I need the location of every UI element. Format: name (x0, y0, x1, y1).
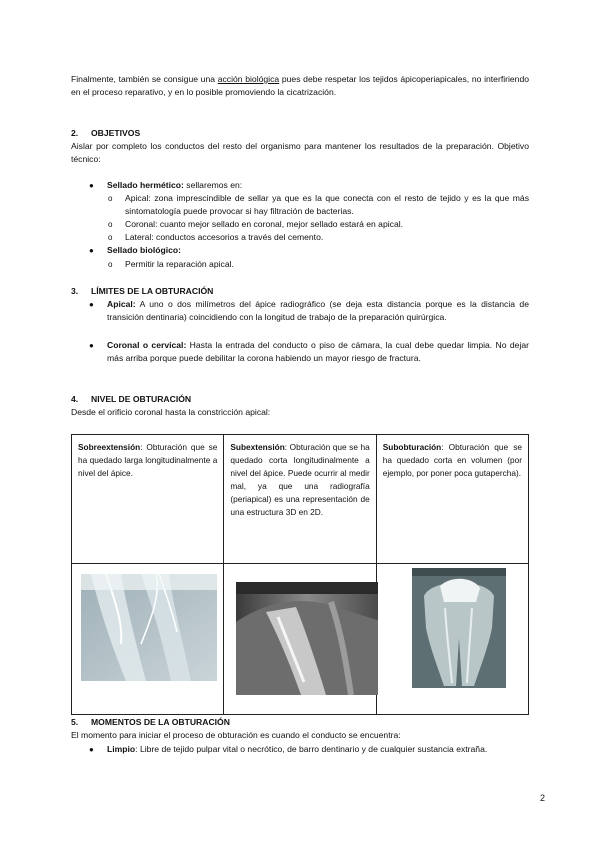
section-3-heading: 3. LÍMITES DE LA OBTURACIÓN (71, 286, 214, 296)
bullet-icon: ● (89, 246, 94, 255)
section-2-text: Aislar por completo los conductos del resto del organismo para mantener los resultados de la preparación. Objetivo técnico: (71, 141, 529, 164)
sub-item-apical: Apical: zona imprescindible de sellar ya que es la que conecta con el resto de tejido y es la que más sintomatología puede provocar si hay filtración de bacterias. (125, 193, 529, 216)
cell-subextension: Subextensión: Obturación que se ha quedado corta longitudinalmente a nivel del ápice. Puede ocurrir al medir mal, ya que una radiografía (periapical) es una representación de una estructura 3D en 2D. (224, 435, 376, 564)
sub-bullet-icon: o (108, 233, 113, 242)
bullet-limpio: Limpio: Libre de tejido pulpar vital o necrótico, de barro dentinario y de cualquier sustancia extraña. (107, 744, 488, 754)
sub-item-reparacion: Permitir la reparación apical. (125, 259, 234, 269)
sub-item-coronal: Coronal: cuanto mejor sellado en coronal, mejor sellado estará en apical. (125, 219, 404, 229)
section-2-heading: 2. OBJETIVOS (71, 128, 141, 138)
bullet-sellado-biologico: Sellado biológico: (107, 245, 182, 255)
section-5-heading: 5. MOMENTOS DE LA OBTURACIÓN (71, 717, 230, 727)
sub-bullet-icon: o (108, 220, 113, 229)
cell-sobreextension: Sobreextensión: Obturación que se ha quedado larga longitudinalmente a nivel del ápice. (72, 435, 224, 564)
obturation-level-table (71, 434, 529, 715)
xray-cell-2 (224, 564, 376, 715)
xray-subobturacion-image (412, 568, 506, 688)
bullet-coronal: Coronal o cervical: Hasta la entrada del conducto o piso de cámara, la cual debe quedar limpia. No dejar más arriba porque puede debilitar la corona habiendo un mayor riesgo de fractura. (107, 340, 529, 363)
page-number: 2 (539, 793, 545, 803)
sub-item-lateral: Lateral: conductos accesorios a través del cemento. (125, 232, 324, 242)
bullet-icon: ● (89, 181, 94, 190)
section-4-heading: 4. NIVEL DE OBTURACIÓN (71, 394, 192, 404)
xray-cell-3 (376, 564, 528, 715)
bullet-icon: ● (89, 341, 94, 350)
xray-subextension-image (236, 582, 378, 695)
intro-paragraph: Finalmente, también se consigue una acción biológica pues debe respetar los tejidos ápicoperiapicales, no interfiriendo en el proceso reparativo, y en lo posible promoviendo la cicatrización. (71, 74, 529, 97)
bullet-icon: ● (89, 745, 94, 754)
sub-bullet-icon: o (108, 260, 113, 269)
cell-subobturacion: Subobturación: Obturación que se ha quedado corta en volumen (por ejemplo, por poner poca gutapercha). (376, 435, 528, 564)
xray-sobreextension-image (81, 574, 217, 681)
sub-bullet-icon: o (108, 194, 113, 203)
section-4-text: Desde el orificio coronal hasta la constricción apical: (71, 407, 271, 417)
bullet-icon: ● (89, 300, 94, 309)
bullet-sellado-hermetico: Sellado hermético: sellaremos en: (107, 180, 243, 190)
accion-biologica-link: acción biológica (217, 74, 280, 84)
xray-cell-1 (72, 564, 224, 715)
bullet-apical: Apical: A uno o dos milímetros del ápice radiográfico (se deja esta distancia porque es la distancia de transición dentinaria) coincidiendo con la longitud de trabajo de la preparación quirúrgica. (107, 299, 529, 322)
section-5-text: El momento para iniciar el proceso de obturación es cuando el conducto se encuentra: (71, 730, 401, 740)
